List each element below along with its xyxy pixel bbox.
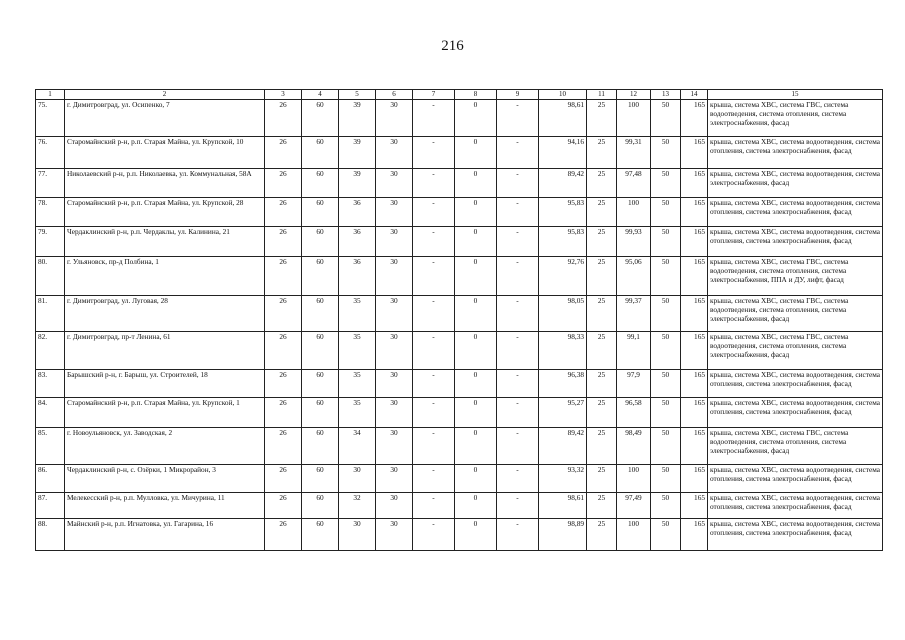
- col11-value: 25: [587, 332, 617, 370]
- col4-value: 60: [302, 169, 339, 198]
- col12-value: 99,31: [617, 137, 651, 169]
- col8-value: 0: [455, 428, 497, 465]
- col10-value: 96,38: [539, 370, 587, 398]
- col5-value: 36: [339, 257, 376, 296]
- table-row: [36, 398, 883, 428]
- address-cell: Старомайнский р-н, р.п. Старая Майна, ул. Крупской, 1: [65, 398, 265, 428]
- col14-value: 165: [681, 137, 708, 169]
- col11-value: 25: [587, 137, 617, 169]
- table-row: [36, 370, 883, 398]
- col4-value: 60: [302, 296, 339, 332]
- column-number-cell: 10: [539, 90, 587, 100]
- col6-value: 30: [376, 227, 413, 257]
- col14-value: 165: [681, 519, 708, 551]
- col7-value: -: [413, 137, 455, 169]
- row-number: 80.: [36, 257, 65, 296]
- col3-value: 26: [265, 370, 302, 398]
- column-number-cell: 8: [455, 90, 497, 100]
- col12-value: 98,49: [617, 428, 651, 465]
- col5-value: 36: [339, 227, 376, 257]
- col13-value: 50: [651, 493, 681, 519]
- col6-value: 30: [376, 296, 413, 332]
- row-number: 78.: [36, 198, 65, 227]
- col10-value: 94,16: [539, 137, 587, 169]
- col9-value: -: [497, 257, 539, 296]
- col3-value: 26: [265, 428, 302, 465]
- works-list: крыша, система ХВС, система водоотведения, система отопления, система электроснабжения, фасад: [708, 519, 883, 551]
- col13-value: 50: [651, 332, 681, 370]
- works-list: крыша, система ХВС, система водоотведения, система отопления, система электроснабжения, фасад: [708, 465, 883, 493]
- col5-value: 32: [339, 493, 376, 519]
- col3-value: 26: [265, 332, 302, 370]
- col14-value: 165: [681, 257, 708, 296]
- col7-value: -: [413, 493, 455, 519]
- col12-value: 99,93: [617, 227, 651, 257]
- col8-value: 0: [455, 227, 497, 257]
- table-row: [36, 519, 883, 551]
- col12-value: 99,1: [617, 332, 651, 370]
- works-list: крыша, система ХВС, система водоотведения, система отопления, система электроснабжения, фасад: [708, 137, 883, 169]
- col10-value: 98,61: [539, 493, 587, 519]
- address-cell: г. Димитровград, пр-т Ленина, 61: [65, 332, 265, 370]
- col9-value: -: [497, 227, 539, 257]
- col10-value: 95,27: [539, 398, 587, 428]
- col6-value: 30: [376, 198, 413, 227]
- col5-value: 35: [339, 398, 376, 428]
- col12-value: 95,06: [617, 257, 651, 296]
- col4-value: 60: [302, 198, 339, 227]
- col12-value: 97,49: [617, 493, 651, 519]
- col7-value: -: [413, 428, 455, 465]
- works-list: крыша, система ХВС, система водоотведения, система отопления, система электроснабжения, фасад: [708, 227, 883, 257]
- col4-value: 60: [302, 465, 339, 493]
- col13-value: 50: [651, 370, 681, 398]
- col12-value: 100: [617, 519, 651, 551]
- col3-value: 26: [265, 169, 302, 198]
- col6-value: 30: [376, 398, 413, 428]
- col4-value: 60: [302, 398, 339, 428]
- works-list: крыша, система ХВС, система ГВС, система водоотведения, система отопления, система электроснабжения, фасад: [708, 332, 883, 370]
- col8-value: 0: [455, 257, 497, 296]
- col8-value: 0: [455, 137, 497, 169]
- col14-value: 165: [681, 100, 708, 137]
- col13-value: 50: [651, 296, 681, 332]
- col14-value: 165: [681, 296, 708, 332]
- col5-value: 39: [339, 100, 376, 137]
- col4-value: 60: [302, 370, 339, 398]
- col8-value: 0: [455, 493, 497, 519]
- col11-value: 25: [587, 198, 617, 227]
- column-number-row: [36, 90, 883, 100]
- row-number: 88.: [36, 519, 65, 551]
- col3-value: 26: [265, 296, 302, 332]
- col3-value: 26: [265, 257, 302, 296]
- col11-value: 25: [587, 257, 617, 296]
- works-list: крыша, система ХВС, система водоотведения, система отопления, система электроснабжения, фасад: [708, 198, 883, 227]
- col9-value: -: [497, 332, 539, 370]
- table-row: [36, 296, 883, 332]
- table-body: [36, 90, 883, 551]
- address-cell: г. Димитровград, ул. Осипенко, 7: [65, 100, 265, 137]
- col11-value: 25: [587, 519, 617, 551]
- col8-value: 0: [455, 465, 497, 493]
- col13-value: 50: [651, 257, 681, 296]
- col5-value: 35: [339, 370, 376, 398]
- works-list: крыша, система ХВС, система ГВС, система водоотведения, система отопления, система электроснабжения, фасад: [708, 296, 883, 332]
- col12-value: 100: [617, 465, 651, 493]
- col12-value: 97,48: [617, 169, 651, 198]
- col8-value: 0: [455, 100, 497, 137]
- table-row: [36, 493, 883, 519]
- table-row: [36, 227, 883, 257]
- works-list: крыша, система ХВС, система водоотведения, система электроснабжения, фасад: [708, 169, 883, 198]
- page-number: 216: [441, 38, 464, 54]
- column-number-cell: 13: [651, 90, 681, 100]
- column-number-cell: 6: [376, 90, 413, 100]
- col6-value: 30: [376, 428, 413, 465]
- table-row: [36, 428, 883, 465]
- col7-value: -: [413, 169, 455, 198]
- col8-value: 0: [455, 332, 497, 370]
- col10-value: 95,83: [539, 198, 587, 227]
- col9-value: -: [497, 519, 539, 551]
- col5-value: 36: [339, 198, 376, 227]
- col14-value: 165: [681, 370, 708, 398]
- col9-value: -: [497, 465, 539, 493]
- col13-value: 50: [651, 137, 681, 169]
- column-number-cell: 9: [497, 90, 539, 100]
- col9-value: -: [497, 428, 539, 465]
- col10-value: 92,76: [539, 257, 587, 296]
- col7-value: -: [413, 198, 455, 227]
- col13-value: 50: [651, 100, 681, 137]
- col13-value: 50: [651, 398, 681, 428]
- col12-value: 100: [617, 100, 651, 137]
- col11-value: 25: [587, 296, 617, 332]
- row-number: 77.: [36, 169, 65, 198]
- col10-value: 98,89: [539, 519, 587, 551]
- col7-value: -: [413, 519, 455, 551]
- table-row: [36, 137, 883, 169]
- column-number-cell: 12: [617, 90, 651, 100]
- col9-value: -: [497, 398, 539, 428]
- table-row: [36, 169, 883, 198]
- column-number-cell: 3: [265, 90, 302, 100]
- col7-value: -: [413, 370, 455, 398]
- col8-value: 0: [455, 519, 497, 551]
- col11-value: 25: [587, 169, 617, 198]
- col5-value: 39: [339, 169, 376, 198]
- row-number: 79.: [36, 227, 65, 257]
- col3-value: 26: [265, 100, 302, 137]
- row-number: 82.: [36, 332, 65, 370]
- col6-value: 30: [376, 465, 413, 493]
- col10-value: 93,32: [539, 465, 587, 493]
- col6-value: 30: [376, 370, 413, 398]
- col13-value: 50: [651, 465, 681, 493]
- column-number-cell: 2: [65, 90, 265, 100]
- col3-value: 26: [265, 465, 302, 493]
- col6-value: 30: [376, 169, 413, 198]
- col8-value: 0: [455, 370, 497, 398]
- col5-value: 35: [339, 296, 376, 332]
- col12-value: 99,37: [617, 296, 651, 332]
- col11-value: 25: [587, 428, 617, 465]
- column-number-cell: 1: [36, 90, 65, 100]
- col8-value: 0: [455, 296, 497, 332]
- address-cell: г. Ульяновск, пр-д Полбина, 1: [65, 257, 265, 296]
- col6-value: 30: [376, 493, 413, 519]
- row-number: 76.: [36, 137, 65, 169]
- col14-value: 165: [681, 332, 708, 370]
- col13-value: 50: [651, 198, 681, 227]
- col9-value: -: [497, 198, 539, 227]
- col14-value: 165: [681, 227, 708, 257]
- col6-value: 30: [376, 519, 413, 551]
- address-cell: Старомайнский р-н, р.п. Старая Майна, ул. Крупской, 28: [65, 198, 265, 227]
- column-number-cell: 5: [339, 90, 376, 100]
- col9-value: -: [497, 370, 539, 398]
- col10-value: 89,42: [539, 169, 587, 198]
- column-number-cell: 11: [587, 90, 617, 100]
- col3-value: 26: [265, 493, 302, 519]
- col14-value: 165: [681, 169, 708, 198]
- address-cell: Майнский р-н, р.п. Игнатовка, ул. Гагарина, 16: [65, 519, 265, 551]
- column-number-cell: 14: [681, 90, 708, 100]
- col5-value: 35: [339, 332, 376, 370]
- col13-value: 50: [651, 169, 681, 198]
- col4-value: 60: [302, 227, 339, 257]
- col7-value: -: [413, 465, 455, 493]
- col4-value: 60: [302, 519, 339, 551]
- table-row: [36, 465, 883, 493]
- col12-value: 100: [617, 198, 651, 227]
- col11-value: 25: [587, 493, 617, 519]
- column-number-cell: 7: [413, 90, 455, 100]
- col7-value: -: [413, 296, 455, 332]
- col7-value: -: [413, 100, 455, 137]
- table-row: [36, 257, 883, 296]
- works-list: крыша, система ХВС, система ГВС, система водоотведения, система отопления, система электроснабжения, ППА и ДУ, лифт, фасад: [708, 257, 883, 296]
- col12-value: 96,58: [617, 398, 651, 428]
- col10-value: 95,83: [539, 227, 587, 257]
- col4-value: 60: [302, 100, 339, 137]
- address-cell: г. Димитровград, ул. Луговая, 28: [65, 296, 265, 332]
- col13-value: 50: [651, 519, 681, 551]
- col5-value: 30: [339, 519, 376, 551]
- col14-value: 165: [681, 493, 708, 519]
- col9-value: -: [497, 296, 539, 332]
- col10-value: 98,33: [539, 332, 587, 370]
- col6-value: 30: [376, 257, 413, 296]
- col4-value: 60: [302, 493, 339, 519]
- address-cell: Старомайнский р-н, р.п. Старая Майна, ул. Крупской, 10: [65, 137, 265, 169]
- col13-value: 50: [651, 227, 681, 257]
- row-number: 83.: [36, 370, 65, 398]
- col6-value: 30: [376, 137, 413, 169]
- col5-value: 30: [339, 465, 376, 493]
- table-row: [36, 332, 883, 370]
- works-list: крыша, система ХВС, система ГВС, система водоотведения, система отопления, система электроснабжения, фасад: [708, 100, 883, 137]
- row-number: 75.: [36, 100, 65, 137]
- works-list: крыша, система ХВС, система водоотведения, система отопления, система электроснабжения, фасад: [708, 398, 883, 428]
- table-row: [36, 198, 883, 227]
- col14-value: 165: [681, 198, 708, 227]
- table-row: [36, 100, 883, 137]
- col11-value: 25: [587, 398, 617, 428]
- col14-value: 165: [681, 465, 708, 493]
- col8-value: 0: [455, 398, 497, 428]
- col3-value: 26: [265, 198, 302, 227]
- col11-value: 25: [587, 100, 617, 137]
- col3-value: 26: [265, 519, 302, 551]
- col9-value: -: [497, 137, 539, 169]
- col13-value: 50: [651, 428, 681, 465]
- col9-value: -: [497, 100, 539, 137]
- col5-value: 34: [339, 428, 376, 465]
- col4-value: 60: [302, 332, 339, 370]
- col10-value: 89,42: [539, 428, 587, 465]
- works-list: крыша, система ХВС, система ГВС, система водоотведения, система отопления, система электроснабжения, фасад: [708, 428, 883, 465]
- address-cell: Барышский р-н, г. Барыш, ул. Строителей, 18: [65, 370, 265, 398]
- col10-value: 98,61: [539, 100, 587, 137]
- works-list: крыша, система ХВС, система водоотведения, система отопления, система электроснабжения, фасад: [708, 493, 883, 519]
- column-number-cell: 15: [708, 90, 883, 100]
- column-number-cell: 4: [302, 90, 339, 100]
- col6-value: 30: [376, 100, 413, 137]
- col8-value: 0: [455, 169, 497, 198]
- row-number: 84.: [36, 398, 65, 428]
- col10-value: 98,05: [539, 296, 587, 332]
- col3-value: 26: [265, 398, 302, 428]
- col9-value: -: [497, 169, 539, 198]
- address-cell: Чердаклинский р-н, р.п. Чердаклы, ул. Калинина, 21: [65, 227, 265, 257]
- col4-value: 60: [302, 428, 339, 465]
- row-number: 85.: [36, 428, 65, 465]
- col8-value: 0: [455, 198, 497, 227]
- row-number: 86.: [36, 465, 65, 493]
- col5-value: 39: [339, 137, 376, 169]
- col4-value: 60: [302, 257, 339, 296]
- col11-value: 25: [587, 227, 617, 257]
- address-cell: Николаевский р-н, р.п. Николаевка, ул. Коммунальная, 58А: [65, 169, 265, 198]
- col14-value: 165: [681, 428, 708, 465]
- col11-value: 25: [587, 465, 617, 493]
- address-cell: Чердаклинский р-н, с. Озёрки, 1 Микрорайон, 3: [65, 465, 265, 493]
- col12-value: 97,9: [617, 370, 651, 398]
- col11-value: 25: [587, 370, 617, 398]
- col9-value: -: [497, 493, 539, 519]
- col3-value: 26: [265, 227, 302, 257]
- col14-value: 165: [681, 398, 708, 428]
- col3-value: 26: [265, 137, 302, 169]
- col7-value: -: [413, 398, 455, 428]
- col7-value: -: [413, 332, 455, 370]
- address-cell: г. Новоульяновск, ул. Заводская, 2: [65, 428, 265, 465]
- col7-value: -: [413, 257, 455, 296]
- row-number: 81.: [36, 296, 65, 332]
- register-table: [35, 89, 883, 551]
- row-number: 87.: [36, 493, 65, 519]
- address-cell: Мелекесский р-н, р.п. Мулловка, ул. Мичурина, 11: [65, 493, 265, 519]
- col4-value: 60: [302, 137, 339, 169]
- works-list: крыша, система ХВС, система водоотведения, система отопления, система электроснабжения, фасад: [708, 370, 883, 398]
- col7-value: -: [413, 227, 455, 257]
- col6-value: 30: [376, 332, 413, 370]
